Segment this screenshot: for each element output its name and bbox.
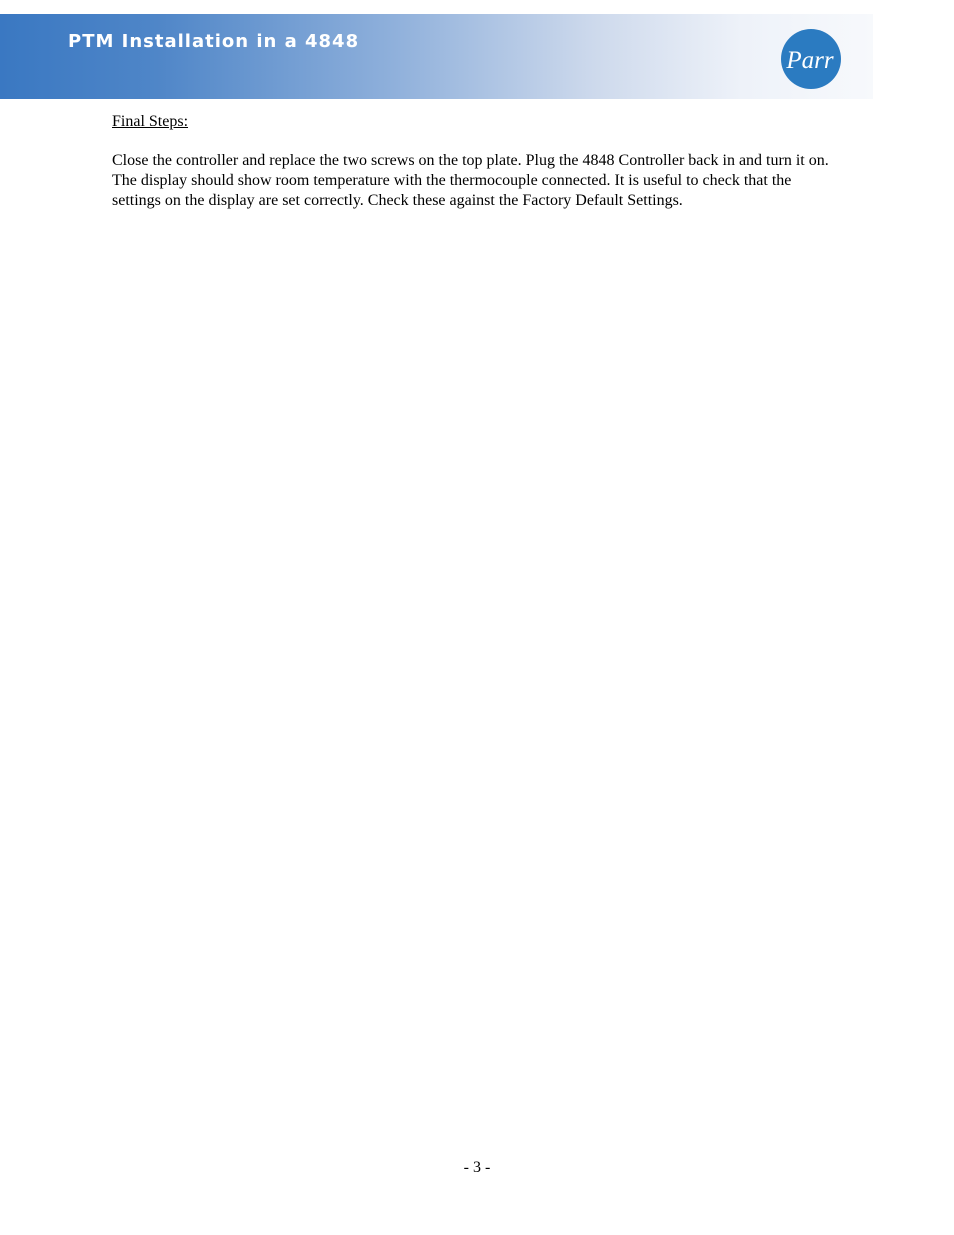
header-band xyxy=(0,14,873,99)
parr-logo xyxy=(780,28,842,90)
section-heading-final-steps: Final Steps: xyxy=(112,113,189,130)
page-number: - 3 - xyxy=(463,1159,491,1176)
body-paragraph: Close the controller and replace the two screws on the top plate. Plug the 4848 Controller back in and turn it on. The display should show room temperature with the thermocouple connected. It is useful to check that the settings on the display are set correctly. Check these against the Factory Default Settings. xyxy=(112,152,829,209)
parr-logo-icon xyxy=(780,28,842,90)
document-title: PTM Installation in a 4848 xyxy=(68,31,360,52)
logo-text: Parr xyxy=(786,47,834,74)
